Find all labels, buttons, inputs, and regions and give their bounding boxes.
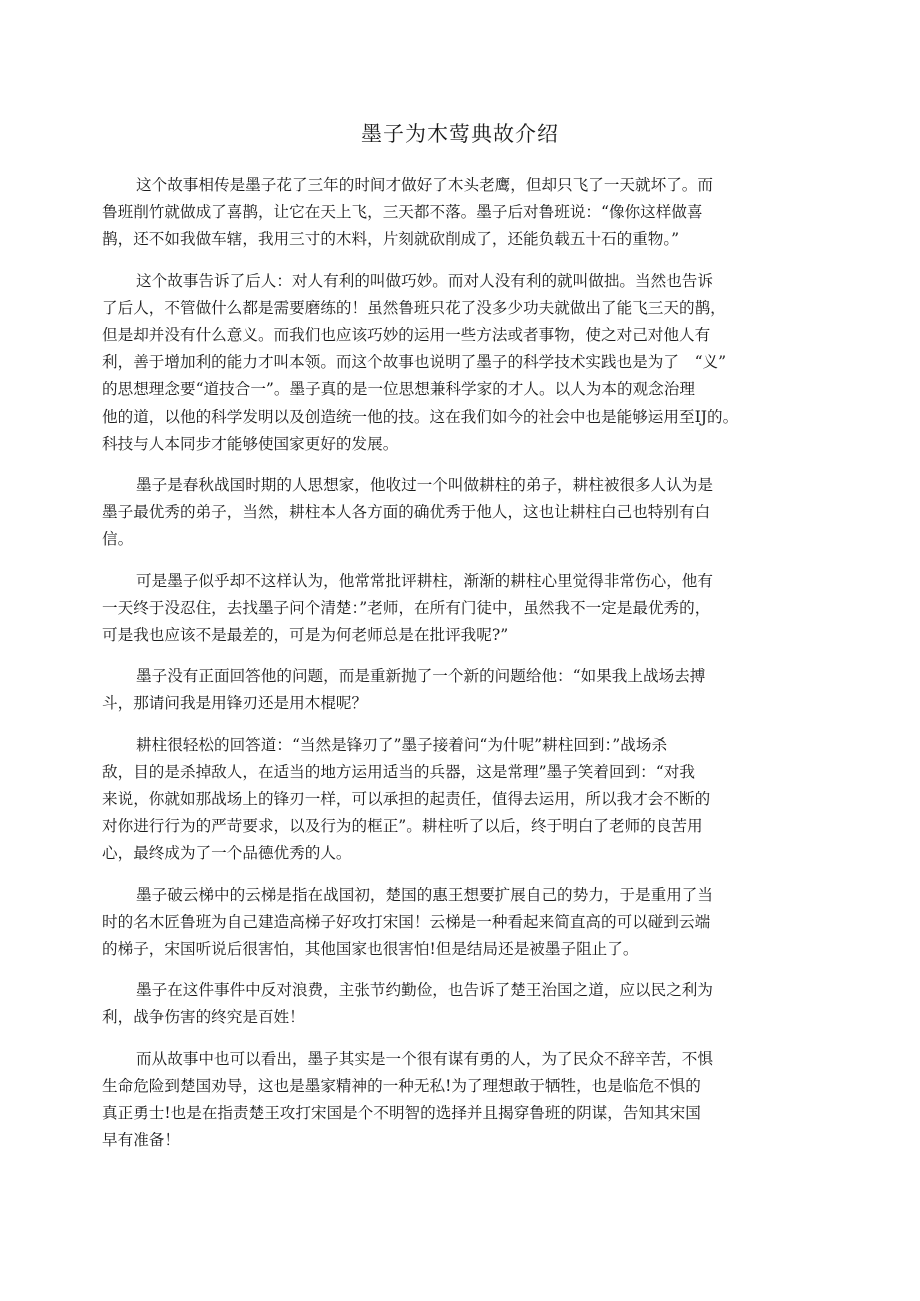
text-line: 的梯子，宋国听说后很害怕，其他国家也很害怕!但是结局还是被墨子阻止了。 (102, 940, 639, 959)
text-line: 来说，你就如那战场上的锋刃一样，可以承担的起责任，值得去运用，所以我才会不断的 (102, 790, 711, 809)
text-line: 墨子破云梯中的云梯是指在战国初，楚国的惠王想要扩展自己的势力，于是重用了当 (136, 885, 713, 904)
text-line: 生命危险到楚国劝导，这也是墨家精神的一种无私!为了理想敢于牺牲，也是临危不惧的 (102, 1076, 701, 1095)
text-line: 可是我也应该不是最差的，可是为何老师总是在批评我呢?” (102, 626, 509, 645)
text-line: 真正勇士!也是在指责楚王攻打宋国是个不明智的选择并且揭穿鲁班的阴谋，告知其宋国 (102, 1104, 701, 1123)
paragraph-7 (102, 882, 792, 964)
text-line: 他的道，以他的科学发明以及创造统一他的技。这在我们如今的社会中也是能够运用至IJ的。 (102, 407, 739, 426)
paragraph-2 (102, 268, 792, 458)
text-line: 利，战争伤害的终究是百姓！ (102, 1008, 305, 1027)
text-line: 早有准备！ (102, 1131, 180, 1150)
text-line: 科技与人本同步才能够使国家更好的发展。 (102, 434, 399, 453)
text-line: 而从故事中也可以看出，墨子其实是一个很有谋有勇的人，为了民众不辞辛苦，不惧 (136, 1049, 713, 1068)
text-line: 了后人，不管做什么都是需要磨练的！虽然鲁班只花了没多少功夫就做出了能飞三天的鹊， (102, 298, 726, 317)
text-line: 鲁班削竹就做成了喜鹊，让它在天上飞，三天都不落。墨子后对鲁班说：“像你这样做喜 (102, 203, 703, 222)
text-line: 墨子是春秋战国时期的人思想家，他收过一个叫做耕柱的弟子，耕柱被很多人认为是 (136, 476, 713, 495)
text-line: 敌，目的是杀掉敌人，在适当的地方运用适当的兵器，这是常理”墨子笑着回到：“对我 (102, 762, 695, 781)
paragraph-4 (102, 568, 792, 650)
paragraph-6 (102, 732, 792, 868)
text-line: 时的名木匠鲁班为自己建造高梯子好攻打宋国！云梯是一种看起来简直高的可以碰到云端 (102, 912, 711, 931)
text-line: 的思想理念要“道技合一”。墨子真的是一位思想兼科学家的才人。以人为本的观念治理 (102, 380, 695, 399)
text-line: 这个故事相传是墨子花了三年的时间才做好了木头老鹰，但却只飞了一天就坏了。而 (136, 176, 713, 194)
page-title: 墨子为木莺典故介绍 (361, 122, 559, 146)
text-line: 但是却并没有什么意义。而我们也应该巧妙的运用一些方法或者事物，使之对己对他人有 (102, 326, 711, 345)
text-line: 斗，那请问我是用锋刃还是用木棍呢？ (102, 694, 368, 713)
text-line: 墨子最优秀的弟子，当然，耕柱本人各方面的确优秀于他人，这也让耕柱白己也特别有白 (102, 503, 711, 522)
text-line: 鹊，还不如我做车辖，我用三寸的木料，片刻就砍削成了，还能负载五十石的重物。” (102, 230, 680, 249)
text-line: 一天终于没忍住，去找墨子问个清楚：”老师，在所有门徒中，虽然我不一定是最优秀的， (102, 598, 711, 617)
text-line: 墨子在这件事件中反对浪费，主张节约勤俭，也告诉了楚王治国之道，应以民之利为 (136, 981, 713, 1000)
text-line: 对你进行行为的严苛要求，以及行为的框正”。耕柱听了以后，终于明白了老师的良苦用 (102, 817, 703, 836)
text-line: 利，善于增加利的能力才叫本领。而这个故事也说明了墨子的科学技术实践也是为了 “义” (102, 353, 727, 372)
paragraph-8 (102, 977, 792, 1031)
paragraph-3 (102, 472, 792, 554)
paragraph-9 (102, 1046, 792, 1155)
text-line: 墨子没有正面回答他的问题，而是重新抛了一个新的问题给他：“如果我上战场去搏 (136, 667, 706, 686)
text-line: 信。 (102, 530, 134, 549)
text-line: 这个故事告诉了后人：对人有利的叫做巧妙。而对人没有利的就叫做拙。当然也告诉 (136, 271, 713, 290)
text-line: 心，最终成为了一个品德优秀的人。 (102, 844, 352, 863)
text-line: 可是墨子似乎却不这样认为，他常常批评耕柱，渐渐的耕柱心里觉得非常伤心，他有 (136, 571, 713, 590)
text-line: 耕柱很轻松的回答道：“当然是锋刃了”墨子接着问“为什呢”耕柱回到：”战场杀 (136, 735, 668, 754)
document-body (102, 172, 792, 1169)
paragraph-1 (102, 172, 792, 254)
paragraph-5 (102, 663, 792, 717)
